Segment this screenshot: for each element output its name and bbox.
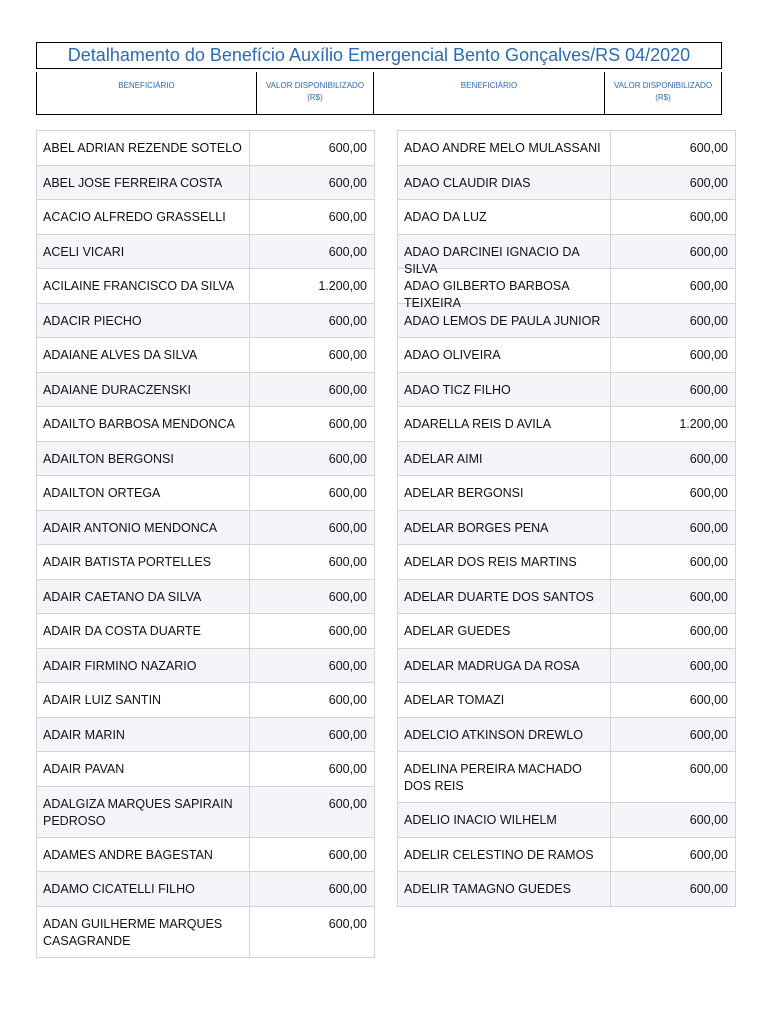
benefit-value: 600,00	[689, 813, 728, 827]
beneficiary-name: ADELAR AIMI	[398, 442, 611, 476]
header-valor-right	[604, 72, 722, 115]
beneficiary-name: ADELIO INACIO WILHELM	[398, 803, 611, 837]
benefit-value: 600,00	[328, 847, 367, 862]
beneficiary-name: ABEL ADRIAN REZENDE SOTELO	[37, 131, 250, 165]
benefit-value: 600,00	[328, 244, 367, 259]
table-row	[37, 269, 374, 304]
table-row	[398, 373, 735, 408]
beneficiary-name: ADAO CLAUDIR DIAS	[398, 166, 611, 200]
table-row	[37, 872, 374, 907]
beneficiary-name: ADAIR PAVAN	[37, 752, 250, 786]
beneficiary-name: ADAO OLIVEIRA	[398, 338, 611, 372]
table-row	[398, 803, 735, 838]
table-row	[398, 580, 735, 615]
header-valor-right-line1: VALOR DISPONIBILIZADO	[613, 81, 713, 90]
beneficiary-name: ABEL JOSE FERREIRA COSTA	[37, 166, 250, 200]
benefit-value: 600,00	[689, 882, 728, 896]
beneficiary-name: ADAMES ANDRE BAGESTAN	[37, 838, 250, 872]
benefit-value: 600,00	[328, 382, 367, 397]
benefit-value: 600,00	[328, 589, 367, 604]
table-row	[398, 166, 735, 201]
benefit-value: 600,00	[328, 313, 367, 328]
beneficiary-name: ADAIR DA COSTA DUARTE	[37, 614, 250, 648]
beneficiary-name: ADAIR ANTONIO MENDONCA	[37, 511, 250, 545]
beneficiary-name: ADELAR BERGONSI	[398, 476, 611, 510]
table-row	[398, 476, 735, 511]
beneficiary-name: ADAO TICZ FILHO	[398, 373, 611, 407]
table-row	[37, 511, 374, 546]
table-row	[37, 838, 374, 873]
beneficiary-name: ADAIR LUIZ SANTIN	[37, 683, 250, 717]
beneficiary-name: ADAILTO BARBOSA MENDONCA	[37, 407, 250, 441]
benefit-value: 600,00	[689, 589, 728, 604]
beneficiary-table-right	[397, 130, 736, 907]
benefit-value: 600,00	[689, 210, 728, 224]
beneficiary-name: ADELAR DUARTE DOS SANTOS	[398, 580, 611, 614]
document-title-text: Detalhamento do Benefício Auxílio Emergencial Bento Gonçalves/RS 04/2020	[67, 45, 691, 65]
table-row	[398, 338, 735, 373]
beneficiary-name: ADAO ANDRE MELO MULASSANI	[398, 131, 611, 165]
benefit-value: 600,00	[328, 486, 367, 500]
table-row	[37, 752, 374, 787]
header-valor-left-line2: (R$)	[307, 93, 323, 102]
table-row	[37, 338, 374, 373]
table-row	[37, 200, 374, 235]
benefit-value: 600,00	[689, 486, 728, 500]
benefit-value: 600,00	[689, 693, 728, 707]
beneficiary-name: ADAO DARCINEI IGNACIO DA SILVA	[398, 235, 611, 269]
table-row	[398, 200, 735, 235]
benefit-value: 600,00	[689, 762, 728, 776]
beneficiary-name: ACELI VICARI	[37, 235, 250, 269]
header-valor-left	[256, 72, 374, 115]
table-row	[37, 580, 374, 615]
header-beneficiario-right-label: BENEFICIÁRIO	[460, 81, 518, 90]
table-row	[37, 407, 374, 442]
beneficiary-name: ADAIR FIRMINO NAZARIO	[37, 649, 250, 683]
table-row	[398, 838, 735, 873]
benefit-value: 600,00	[328, 348, 367, 362]
table-row	[398, 614, 735, 649]
beneficiary-name: ADARELLA REIS D AVILA	[398, 407, 611, 441]
beneficiary-name: ADELINA PEREIRA MACHADO DOS REIS	[398, 752, 611, 802]
beneficiary-name: ADAO GILBERTO BARBOSA TEIXEIRA	[398, 269, 611, 303]
benefit-value: 600,00	[328, 141, 367, 155]
table-row	[37, 442, 374, 477]
header-beneficiario-left-label: BENEFICIÁRIO	[118, 81, 175, 90]
benefit-value: 600,00	[328, 916, 367, 931]
table-row	[398, 649, 735, 684]
table-row	[37, 373, 374, 408]
benefit-value: 600,00	[689, 313, 728, 328]
benefit-value: 600,00	[689, 520, 728, 535]
benefit-value: 600,00	[328, 727, 367, 742]
table-row	[37, 718, 374, 753]
benefit-value: 600,00	[689, 141, 728, 155]
table-row	[37, 304, 374, 339]
benefit-value: 600,00	[689, 279, 728, 293]
benefit-value: 600,00	[328, 175, 367, 190]
table-row	[37, 166, 374, 201]
benefit-value: 600,00	[328, 693, 367, 707]
table-row	[398, 718, 735, 753]
benefit-value: 1.200,00	[679, 417, 728, 431]
table-row	[37, 907, 374, 958]
table-row	[37, 787, 374, 838]
beneficiary-name: ADAMO CICATELLI FILHO	[37, 872, 250, 906]
table-row	[398, 131, 735, 166]
table-row	[398, 511, 735, 546]
benefit-value: 600,00	[689, 658, 728, 673]
table-row	[37, 476, 374, 511]
beneficiary-name: ADAIR MARIN	[37, 718, 250, 752]
table-row	[398, 752, 735, 803]
beneficiary-name: ACILAINE FRANCISCO DA SILVA	[37, 269, 250, 303]
table-row	[37, 649, 374, 684]
beneficiary-name: ADAN GUILHERME MARQUES CASAGRANDE	[37, 907, 250, 957]
table-row	[37, 545, 374, 580]
table-row	[398, 442, 735, 477]
table-row	[398, 683, 735, 718]
beneficiary-name: ACACIO ALFREDO GRASSELLI	[37, 200, 250, 234]
table-row	[398, 304, 735, 339]
header-valor-right-line2: (R$)	[655, 93, 671, 102]
header-beneficiario-right	[374, 72, 604, 115]
table-row	[398, 545, 735, 580]
beneficiary-name: ADACIR PIECHO	[37, 304, 250, 338]
beneficiary-name: ADALGIZA MARQUES SAPIRAIN PEDROSO	[37, 787, 250, 837]
table-row	[37, 614, 374, 649]
beneficiary-name: ADAILTON ORTEGA	[37, 476, 250, 510]
benefit-value: 600,00	[689, 847, 728, 862]
benefit-value: 600,00	[689, 727, 728, 742]
beneficiary-name: ADAO DA LUZ	[398, 200, 611, 234]
benefit-value: 600,00	[328, 658, 367, 673]
beneficiary-name: ADELAR GUEDES	[398, 614, 611, 648]
benefit-value: 600,00	[689, 624, 728, 638]
benefit-value: 600,00	[689, 451, 728, 466]
benefit-value: 600,00	[689, 244, 728, 259]
benefit-value: 600,00	[689, 348, 728, 362]
benefit-value: 600,00	[328, 762, 367, 776]
header-valor-left-line1: VALOR DISPONIBILIZADO	[265, 81, 365, 90]
benefit-value: 600,00	[689, 382, 728, 397]
beneficiary-name: ADELIR CELESTINO DE RAMOS	[398, 838, 611, 872]
beneficiary-table-left	[36, 130, 375, 958]
benefit-value: 600,00	[328, 882, 367, 896]
beneficiary-name: ADAIANE ALVES DA SILVA	[37, 338, 250, 372]
benefit-value: 600,00	[328, 796, 367, 811]
benefit-value: 600,00	[328, 555, 367, 569]
beneficiary-name: ADELIR TAMAGNO GUEDES	[398, 872, 611, 906]
table-row	[37, 683, 374, 718]
table-row	[398, 407, 735, 442]
table-header	[36, 72, 722, 115]
beneficiary-name: ADELAR BORGES PENA	[398, 511, 611, 545]
header-beneficiario-left	[36, 72, 256, 115]
benefit-value: 1.200,00	[318, 279, 367, 293]
benefit-value: 600,00	[328, 210, 367, 224]
table-row	[37, 131, 374, 166]
benefit-value: 600,00	[328, 451, 367, 466]
beneficiary-name: ADELAR TOMAZI	[398, 683, 611, 717]
beneficiary-name: ADAIR CAETANO DA SILVA	[37, 580, 250, 614]
beneficiary-name: ADAIANE DURACZENSKI	[37, 373, 250, 407]
table-row	[398, 872, 735, 907]
table-row	[398, 269, 735, 310]
benefit-value: 600,00	[328, 417, 367, 431]
beneficiary-name: ADELAR MADRUGA DA ROSA	[398, 649, 611, 683]
benefit-value: 600,00	[328, 520, 367, 535]
table-row	[398, 235, 735, 276]
benefit-value: 600,00	[689, 175, 728, 190]
beneficiary-name: ADELAR DOS REIS MARTINS	[398, 545, 611, 579]
table-row	[37, 235, 374, 270]
beneficiary-name: ADAILTON BERGONSI	[37, 442, 250, 476]
beneficiary-name: ADAIR BATISTA PORTELLES	[37, 545, 250, 579]
document-title	[36, 42, 722, 69]
beneficiary-name: ADELCIO ATKINSON DREWLO	[398, 718, 611, 752]
benefit-value: 600,00	[328, 624, 367, 638]
beneficiary-name: ADAO LEMOS DE PAULA JUNIOR	[398, 304, 611, 338]
benefit-value: 600,00	[689, 555, 728, 569]
